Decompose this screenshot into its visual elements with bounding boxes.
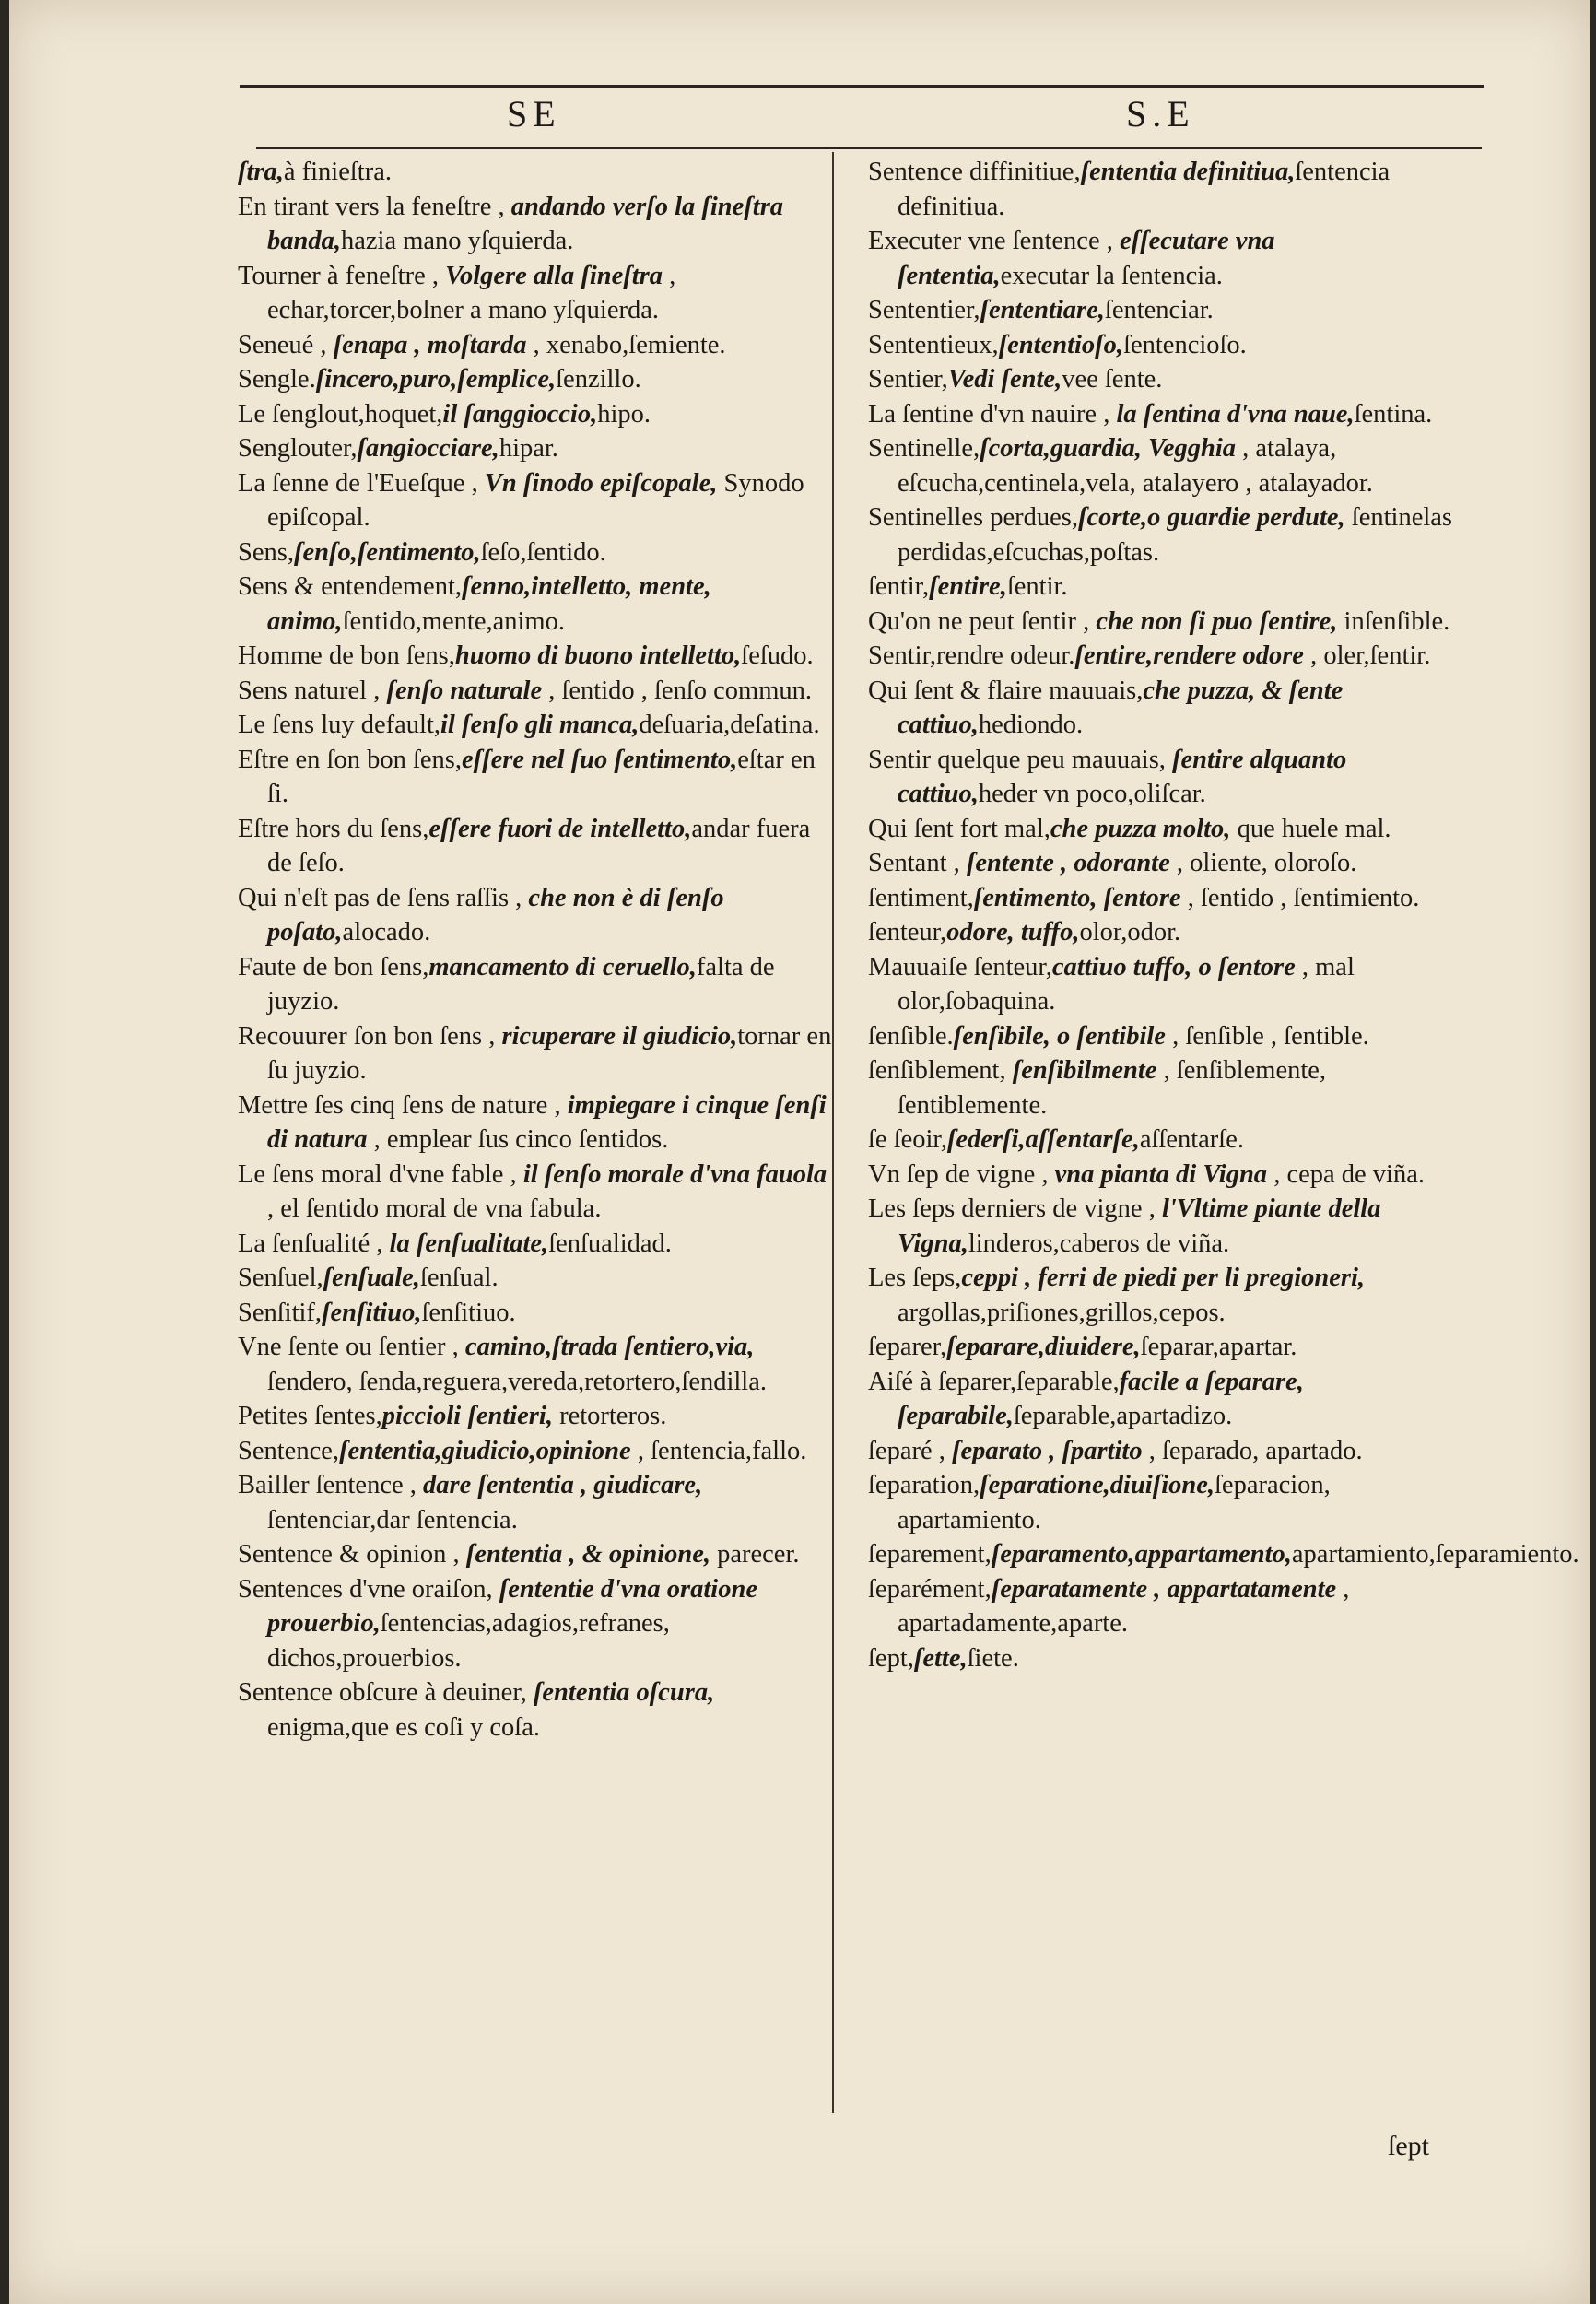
dictionary-entry (238, 639, 837, 674)
entry-french: En tirant vers la feneſtre , (238, 192, 511, 221)
dictionary-entry (238, 1330, 837, 1399)
entry-french: Sentier, (868, 365, 948, 394)
entry-french: Sentence diffinitiue, (868, 158, 1081, 186)
entry-italian: ſeparatione,diuiſione, (980, 1471, 1215, 1499)
entry-spanish: , ſenſible , ſentible. (1165, 1021, 1369, 1051)
entry-french: La ſenne de l'Eueſque , (238, 468, 485, 498)
entry-italian: ſentente , odorante (966, 849, 1170, 877)
entry-french: Sententier, (868, 296, 980, 324)
dictionary-entry (238, 1296, 837, 1331)
entry-italian: ſententie d'vna oratione prouerbio, (267, 1574, 757, 1638)
entry-french: Qui n'eſt pas de ſens raſſis , (238, 883, 529, 912)
entry-french: Les ſeps, (868, 1264, 962, 1292)
entry-spanish: , ſenſiblemente, ſentiblemente. (898, 1056, 1327, 1120)
entry-french: Sengle. (238, 365, 316, 394)
entry-spanish: ſentenciar. (1104, 296, 1214, 324)
dictionary-entry (868, 1365, 1467, 1434)
dictionary-entry (238, 190, 837, 259)
dictionary-entry (868, 1537, 1579, 1572)
dictionary-entry (238, 535, 837, 570)
entry-italian: impiegare i cinque ſenſi di natura (267, 1090, 827, 1154)
entry-spanish: ſeſudo. (741, 641, 814, 670)
dictionary-entry (238, 812, 837, 881)
entry-italian: ſederſi,aſſentarſe, (946, 1125, 1140, 1154)
entry-italian: eſſere nel ſuo ſentimento, (462, 745, 738, 774)
entry-italian: vna pianta di Vigna (1054, 1159, 1268, 1189)
dictionary-entry (868, 1434, 1467, 1469)
entry-italian: la ſenſualitate, (389, 1228, 549, 1258)
entry-french: ſept, (868, 1643, 914, 1673)
dictionary-entry (868, 362, 1467, 397)
entry-spanish: falta de juyzio. (267, 952, 775, 1016)
entry-italian: ſententia,giudicio,opinione (339, 1436, 631, 1465)
dictionary-entry (238, 1468, 837, 1537)
entry-french: Faute de bon ſens, (238, 952, 429, 982)
entry-french: Senſuel, (238, 1264, 323, 1292)
dictionary-entry (238, 1675, 837, 1745)
entry-french: Sententieux, (868, 330, 999, 359)
entry-french: Eſtre hors du ſens, (238, 814, 429, 843)
entry-spanish: alocado. (342, 918, 431, 946)
dictionary-entry (868, 1123, 1467, 1158)
dictionary-entry (868, 812, 1467, 847)
entry-italian: ſeparamento,appartamento, (991, 1540, 1292, 1569)
entry-spanish: que huele mal. (1230, 814, 1391, 843)
entry-italian: facile a ſeparare, ſeparabile, (898, 1367, 1304, 1430)
dictionary-entry (238, 431, 837, 466)
entry-spanish: hipo. (597, 399, 651, 429)
entry-spanish: Synodo epiſcopal. (267, 468, 804, 532)
entry-italian: piccioli ſentieri, (381, 1402, 553, 1430)
entry-italian: cattiuo tuffo, o ſentore (1051, 952, 1296, 982)
entry-italian: ſententioſo, (998, 330, 1124, 359)
entry-spanish: argollas,priſiones,grillos,cepos. (898, 1298, 1226, 1327)
dictionary-entry (238, 362, 837, 397)
entry-spanish: , ſeparado, apartado. (1142, 1436, 1363, 1465)
entry-italian: ſcorte,o guardie perdute, (1077, 503, 1345, 532)
entry-spanish: , ſentido , ſenſo commun. (542, 676, 812, 705)
dictionary-entry (238, 881, 837, 950)
entry-italian: ſenſo naturale (386, 676, 543, 705)
entry-italian: ceppi , ferri de piedi per li pregioneri, (961, 1264, 1366, 1292)
entry-spanish: hazia mano yſquierda. (340, 227, 574, 255)
dictionary-entry (238, 1572, 837, 1676)
entry-spanish: linderos,caberos de viña. (968, 1228, 1230, 1258)
entry-italian: ſeparato , ſpartito (951, 1436, 1143, 1465)
entry-spanish: ſentir. (1006, 572, 1068, 601)
entry-italian: che non è di ſenſo poſato, (267, 883, 724, 946)
entry-italian: ſenſibilmente (1012, 1056, 1157, 1085)
dictionary-entry (868, 605, 1467, 640)
dictionary-entry (868, 639, 1467, 674)
catchword: ſept (1388, 2131, 1429, 2161)
dictionary-entry (868, 1641, 1467, 1676)
entry-french: ſeparer, (868, 1333, 947, 1361)
entry-spanish: ſeſo,ſentido. (480, 537, 606, 567)
dictionary-entry (868, 1572, 1467, 1641)
entry-french: Sentir,rendre odeur. (868, 641, 1075, 670)
entry-italian: ſenno,intelletto, mente, animo, (267, 572, 711, 636)
entry-italian: mancamento di ceruello, (428, 952, 697, 982)
entry-french: Le ſenglout,hoquet, (238, 399, 443, 429)
dictionary-entry (868, 1330, 1467, 1365)
entry-french: Vne ſente ou ſentier , (238, 1333, 465, 1361)
entry-italian: ſeparatamente , appartatamente (991, 1574, 1337, 1604)
entry-spanish: , echar,torcer,bolner a mano yſquierda. (267, 261, 676, 324)
entry-spanish: , xenabo,ſemiente. (526, 330, 726, 359)
running-head-left: SE (507, 93, 561, 135)
entry-french: Sentence obſcure à deuiner, (238, 1678, 534, 1707)
entry-french: Sens, (238, 537, 294, 567)
entry-italian: ſententia definitiua, (1080, 158, 1296, 186)
entry-italian: la ſentina d'vna naue, (1116, 399, 1355, 429)
dictionary-entry (238, 1227, 837, 1262)
entry-spanish: aſſentarſe. (1139, 1125, 1244, 1154)
entry-french: Bailler ſentence , (238, 1471, 423, 1499)
entry-italian: ſententia , & opinione, (465, 1540, 710, 1569)
entry-french: ſeparation, (868, 1471, 980, 1499)
right-column (868, 155, 1579, 1675)
entry-italian: ſcorta,guardia, Vegghia (980, 434, 1237, 463)
entry-french: La ſenſualité , (238, 1228, 390, 1258)
dictionary-entry (868, 1053, 1467, 1123)
dictionary-entry (238, 1537, 837, 1572)
entry-french: Senſitif, (238, 1298, 323, 1327)
entry-italian: ſeparare,diuidere, (946, 1333, 1141, 1361)
entry-spanish: , atalaya, eſcucha,centinela,vela, atalayero , atalayador. (898, 434, 1373, 498)
entry-italian: ſincero,puro,ſemplice, (315, 365, 557, 394)
entry-spanish: , ſentido , ſentimiento. (1180, 883, 1420, 912)
entry-french: Eſtre en ſon bon ſens, (238, 745, 462, 774)
entry-spanish: à finieſtra. (283, 158, 392, 186)
entry-italian: ſtra, (238, 158, 284, 186)
entry-french: Petites ſentes, (238, 1402, 382, 1430)
column-divider (832, 152, 834, 2113)
entry-italian: eſſecutare vna ſententia, (898, 227, 1275, 290)
dictionary-entry (238, 1434, 837, 1469)
entry-italian: ſangiocciare, (357, 434, 499, 463)
dictionary-entry (238, 397, 837, 432)
entry-french: Sentence, (238, 1436, 339, 1465)
entry-spanish: vee ſente. (1062, 365, 1163, 394)
entry-spanish: ſeparacion, apartamiento. (898, 1471, 1331, 1534)
entry-spanish: hediondo. (978, 711, 1084, 739)
dictionary-entry (868, 431, 1467, 500)
dictionary-entry (238, 950, 837, 1019)
book-page (9, 0, 1590, 2304)
entry-italian: eſſere fuori de intelletto, (428, 814, 692, 843)
dictionary-entry (868, 155, 1467, 224)
entry-spanish: , mal olor,ſobaquina. (898, 952, 1355, 1016)
entry-italian: ſenſibile, o ſentibile (953, 1021, 1166, 1051)
dictionary-entry (868, 1261, 1467, 1330)
dictionary-entry (238, 1019, 837, 1088)
entry-spanish: parecer. (710, 1540, 800, 1569)
entry-spanish: ſentencia definitiua. (898, 158, 1391, 221)
entry-french: Homme de bon ſens, (238, 641, 455, 670)
entry-french: Sentinelles perdues, (868, 503, 1078, 532)
entry-spanish: ſentido,mente,animo. (342, 606, 565, 636)
entry-italian: ricuperare il giudicio, (501, 1021, 738, 1051)
entry-french: ſeparement, (868, 1540, 992, 1569)
entry-french: Le ſens moral d'vne fable , (238, 1159, 523, 1189)
entry-italian: ſenſuale, (323, 1264, 420, 1292)
entry-spanish: deſuaria,deſatina. (639, 711, 820, 739)
entry-spanish: heder vn poco,oliſcar. (978, 780, 1206, 808)
entry-french: ſeparé , (868, 1436, 952, 1465)
entry-spanish: inſenſible. (1337, 606, 1450, 636)
entry-italian: Vn ſinodo epiſcopale, (484, 468, 718, 498)
dictionary-entry (868, 881, 1467, 916)
dictionary-entry (238, 1158, 837, 1227)
running-head-right: S.E (1126, 93, 1195, 135)
entry-spanish: andar fuera de ſeſo. (267, 814, 811, 877)
entry-italian: Vedi ſente, (947, 365, 1062, 394)
entry-italian: l'Vltime piante della Vigna, (898, 1194, 1381, 1258)
entry-french: ſenſiblement, (868, 1056, 1013, 1085)
dictionary-entry (238, 1261, 837, 1296)
dictionary-entry (868, 397, 1467, 432)
dictionary-entry (238, 1088, 837, 1158)
dictionary-entry (868, 950, 1467, 1019)
entry-french: Sentinelle, (868, 434, 980, 463)
entry-italian: andando verſo la ſineſtra banda, (267, 192, 784, 255)
entry-spanish: , oliente, oloroſo. (1169, 849, 1357, 877)
dictionary-entry (238, 674, 837, 709)
entry-italian: huomo di buono intelletto, (454, 641, 742, 670)
entry-french: Vn ſep de vigne , (868, 1159, 1055, 1189)
entry-italian: il ſenſo gli manca, (440, 711, 640, 739)
entry-italian: ſententia oſcura, (533, 1678, 715, 1707)
entry-spanish: ſendero, ſenda,reguera,vereda,retortero,ſendilla. (267, 1367, 768, 1396)
entry-french: Senglouter, (238, 434, 358, 463)
entry-italian: che puzza molto, (1050, 814, 1231, 843)
entry-spanish: ſentencioſo. (1123, 330, 1247, 359)
entry-italian: camino,ſtrada ſentiero,via, (464, 1333, 755, 1361)
entry-italian: che puzza, & ſente cattiuo, (898, 676, 1344, 739)
dictionary-entry (868, 846, 1467, 881)
entry-spanish: eſtar en ſi. (267, 745, 816, 808)
entry-spanish: enigma,que es coſi y coſa. (267, 1712, 540, 1742)
entry-spanish: apartamiento,ſeparamiento. (1291, 1540, 1579, 1569)
entry-spanish: , emplear ſus cinco ſentidos. (367, 1125, 669, 1154)
dictionary-entry (238, 708, 837, 743)
left-column (238, 155, 837, 1745)
entry-spanish: ſeparar,apartar. (1140, 1333, 1297, 1361)
entry-french: Qui ſent & flaire mauuais, (868, 676, 1144, 705)
entry-italian: ſententiare, (980, 296, 1105, 324)
entry-spanish: , ſentencia,fallo. (630, 1436, 807, 1465)
dictionary-entry (868, 1468, 1467, 1537)
entry-italian: ſenapa , moſtarda (333, 330, 527, 359)
entry-french: Seneué , (238, 330, 334, 359)
entry-italian: ſette, (913, 1643, 968, 1673)
entry-french: Les ſeps derniers de vigne , (868, 1194, 1162, 1223)
entry-french: Recouurer ſon bon ſens , (238, 1021, 502, 1051)
entry-italian: ſentimento, ſentore (973, 883, 1181, 912)
entry-french: Sens & entendement, (238, 572, 462, 601)
dictionary-entry (238, 155, 837, 190)
entry-spanish: ſentenciar,dar ſentencia. (267, 1505, 518, 1534)
entry-spanish: ſenſualidad. (548, 1228, 672, 1258)
header-underline (256, 147, 1482, 149)
entry-spanish: , oler,ſentir. (1303, 641, 1431, 670)
entry-french: ſenſible. (868, 1021, 954, 1051)
dictionary-entry (868, 743, 1467, 812)
entry-french: Tourner à feneſtre , (238, 261, 446, 290)
entry-spanish: hipar. (499, 434, 558, 463)
entry-spanish: ſenzillo. (556, 365, 641, 394)
dictionary-entry (238, 466, 837, 535)
dictionary-entry (238, 1399, 837, 1434)
entry-spanish: , cepa de viña. (1267, 1159, 1425, 1189)
entry-french: ſenteur, (868, 918, 947, 946)
entry-spanish: ſentencias,adagios,refranes, dichos,prouerbios. (267, 1609, 670, 1673)
dictionary-entry (868, 1158, 1467, 1193)
dictionary-entry (238, 259, 837, 328)
entry-spanish: ſentina. (1354, 399, 1433, 429)
dictionary-entry (238, 570, 837, 639)
entry-french: Sentences d'vne oraiſon, (238, 1574, 499, 1604)
dictionary-entry (868, 674, 1467, 743)
entry-italian: ſenſitiuo, (322, 1298, 422, 1327)
entry-spanish: olor,odor. (1079, 918, 1181, 946)
entry-french: Sentir quelque peu mauuais, (868, 745, 1173, 774)
entry-french: Mauuaiſe ſenteur, (868, 952, 1052, 982)
dictionary-entry (868, 915, 1467, 950)
entry-italian: ſenſo,ſentimento, (293, 537, 481, 567)
entry-french: Qui ſent fort mal, (868, 814, 1050, 843)
dictionary-entry (868, 1192, 1467, 1261)
dictionary-entry (868, 328, 1467, 363)
entry-italian: ſentire alquanto cattiuo, (898, 745, 1347, 808)
entry-french: La ſentine d'vn nauire , (868, 399, 1117, 429)
dictionary-entry (868, 224, 1467, 293)
entry-italian: Volgere alla ſineſtra (445, 261, 663, 290)
entry-spanish: ſiete. (967, 1643, 1019, 1673)
entry-spanish: tornar en ſu juyzio. (267, 1021, 832, 1085)
entry-french: Sentence & opinion , (238, 1540, 466, 1569)
entry-french: Executer vne ſentence , (868, 227, 1120, 255)
entry-spanish: , el ſentido moral de vna fabula. (267, 1194, 602, 1223)
entry-italian: ſentire, (929, 572, 1007, 601)
entry-spanish: ſenſitiuo. (421, 1298, 516, 1327)
dictionary-entry (238, 328, 837, 363)
entry-french: ſentiment, (868, 883, 974, 912)
entry-italian: il ſanggioccio, (442, 399, 598, 429)
entry-french: Sens naturel , (238, 676, 387, 705)
dictionary-entry (868, 1019, 1467, 1054)
dictionary-entry (868, 570, 1467, 605)
entry-italian: ſentire,rendere odore (1074, 641, 1304, 670)
entry-spanish: ſeparable,apartadizo. (1013, 1402, 1233, 1430)
entry-italian: odore, tuffo, (946, 918, 1080, 946)
entry-spanish: , apartadamente,aparte. (898, 1574, 1350, 1638)
entry-french: Aiſé à ſeparer,ſeparable, (868, 1367, 1120, 1396)
entry-french: Mettre ſes cinq ſens de nature , (238, 1090, 568, 1120)
entry-french: ſeparément, (868, 1574, 992, 1604)
entry-spanish: executar la ſentencia. (1000, 261, 1223, 290)
entry-french: ſe ſeoir, (868, 1125, 947, 1154)
entry-italian: il ſenſo morale d'vna fauola (522, 1159, 827, 1189)
dictionary-entry (868, 500, 1467, 570)
entry-italian: dare ſententia , giudicare, (423, 1471, 703, 1499)
entry-spanish: retorteros. (552, 1402, 667, 1430)
entry-italian: che non ſi puo ſentire, (1096, 606, 1338, 636)
entry-spanish: ſentinelas perdidas,eſcuchas,poſtas. (898, 503, 1453, 567)
dictionary-entry (238, 743, 837, 812)
entry-french: ſentir, (868, 572, 930, 601)
header-rule (240, 85, 1484, 88)
entry-french: Le ſens luy default, (238, 711, 441, 739)
entry-french: Sentant , (868, 849, 967, 877)
dictionary-entry (868, 293, 1467, 328)
entry-spanish: ſenſual. (419, 1264, 499, 1292)
entry-french: Qu'on ne peut ſentir , (868, 606, 1097, 636)
